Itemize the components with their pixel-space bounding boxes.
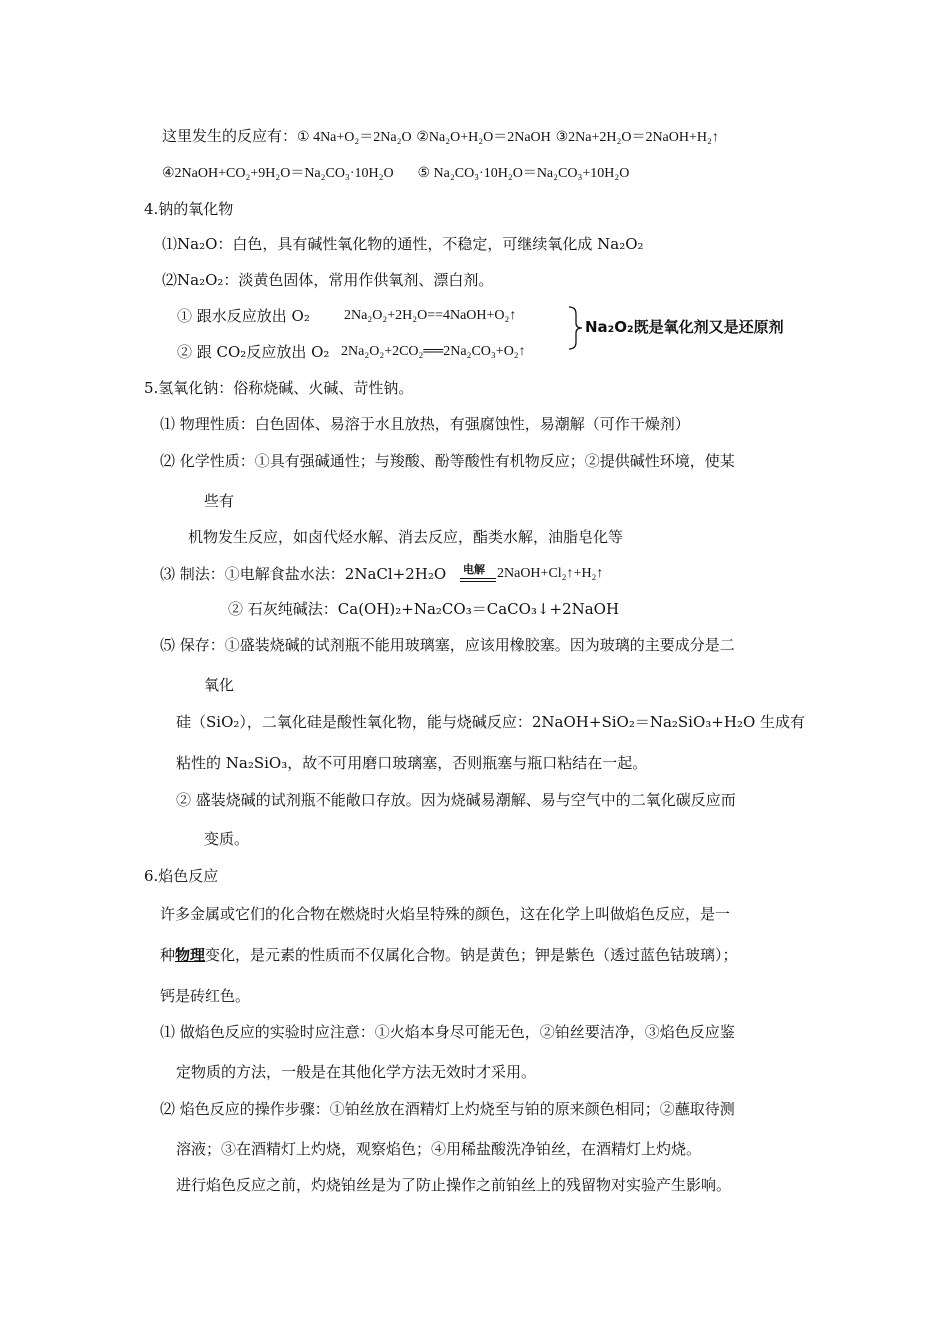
na2o2-water-text: ① 跟水反应放出 O₂ bbox=[177, 307, 310, 325]
naoh-storage-5: ② 盛装烧碱的试剂瓶不能敞口存放。因为烧碱易潮解、易与空气中的二氧化碳反应而 bbox=[176, 791, 736, 809]
reaction-1: ① 4Na+O₂＝2Na₂O bbox=[297, 130, 412, 145]
electrolysis-arrow bbox=[460, 578, 496, 582]
reaction-line-1 bbox=[162, 126, 719, 148]
naoh-storage-1: ⑸ 保存：①盛装烧碱的试剂瓶不能用玻璃塞，应该用橡胶塞。因为玻璃的主要成分是二 bbox=[160, 636, 735, 654]
naoh-prep-1-products: 2NaOH+Cl₂↑+H₂↑ bbox=[497, 566, 604, 581]
reaction-3: ③2Na+2H₂O＝2NaOH+H₂↑ bbox=[555, 130, 719, 145]
naoh-chemical-1: ⑵ 化学性质：①具有强碱通性；与羧酸、酚等酸性有机物反应；②提供碱性环境，使某 bbox=[160, 452, 735, 470]
brace-icon bbox=[566, 306, 584, 350]
naoh-prep-1-reactants: ⑶ 制法：①电解食盐水法：2NaCl+2H₂O bbox=[160, 565, 447, 583]
flame-test-p3: 钙是砖红色。 bbox=[160, 987, 251, 1005]
na2o2-note: Na₂O₂既是氧化剂又是还原剂 bbox=[585, 318, 784, 336]
na2o2-co2-text: ② 跟 CO₂反应放出 O₂ bbox=[177, 343, 330, 361]
flame-test-p2-post: 变化，是元素的性质而不仅属化合物。钠是黄色；钾是紫色（透过蓝色钴玻璃）； bbox=[205, 946, 738, 964]
flame-test-notes-2: 定物质的方法，一般是在其他化学方法无效时才采用。 bbox=[176, 1063, 537, 1081]
electrolysis-label: 电解 bbox=[463, 563, 485, 576]
reaction-line-2 bbox=[162, 162, 629, 184]
reaction-2: ②Na₂O+H₂O＝2NaOH bbox=[416, 130, 551, 145]
na2o-paragraph: ⑴Na₂O：白色，具有碱性氧化物的通性，不稳定，可继续氧化成 Na₂O₂ bbox=[162, 235, 644, 253]
section-6-title: 6.焰色反应 bbox=[144, 867, 219, 885]
flame-test-notes-1: ⑴ 做焰色反应的实验时应注意：①火焰本身尽可能无色，②铂丝要洁净，③焰色反应鉴 bbox=[160, 1023, 735, 1041]
naoh-chemical-3: 机物发生反应，如卤代烃水解、消去反应，酯类水解，油脂皂化等 bbox=[188, 528, 624, 546]
naoh-prep-2: ② 石灰纯碱法：Ca(OH)₂+Na₂CO₃＝CaCO₃↓+2NaOH bbox=[228, 600, 620, 618]
flame-test-p6: 进行焰色反应之前，灼烧铂丝是为了防止操作之前铂丝上的残留物对实验产生影响。 bbox=[176, 1176, 732, 1194]
flame-test-p2 bbox=[160, 945, 738, 965]
reaction-4: ④2NaOH+CO₂+9H₂O＝Na₂CO₃·10H₂O bbox=[162, 166, 394, 181]
naoh-prep-1 bbox=[160, 564, 446, 584]
reaction-intro: 这里发生的反应有： bbox=[162, 127, 298, 145]
naoh-storage-4: 粘性的 Na₂SiO₃，故不可用磨口玻璃塞，否则瓶塞与瓶口粘结在一起。 bbox=[176, 754, 648, 772]
naoh-chemical-2: 些有 bbox=[204, 492, 235, 510]
flame-test-p2-pre: 种 bbox=[160, 946, 176, 964]
flame-test-p1: 许多金属或它们的化合物在燃烧时火焰呈特殊的颜色，这在化学上叫做焰色反应，是一 bbox=[160, 905, 731, 923]
section-5-title: 5.氢氧化钠：俗称烧碱、火碱、苛性钠。 bbox=[144, 379, 414, 397]
flame-test-steps-2: 溶液；③在酒精灯上灼烧，观察焰色；④用稀盐酸洗净铂丝，在酒精灯上灼烧。 bbox=[176, 1140, 702, 1158]
physical-change-term: 物理 bbox=[175, 946, 206, 964]
naoh-storage-3: 硅（SiO₂），二氧化硅是酸性氧化物，能与烧碱反应：2NaOH+SiO₂＝Na₂SiO₃+H₂O 生成有 bbox=[176, 713, 806, 731]
na2o2-co2-equation: 2Na₂O₂+2CO₂══2Na₂CO₃+O₂↑ bbox=[341, 344, 526, 359]
naoh-storage-2: 氧化 bbox=[204, 676, 235, 694]
flame-test-steps-1: ⑵ 焰色反应的操作步骤：①铂丝放在酒精灯上灼烧至与铂的原来颜色相同；②蘸取待测 bbox=[160, 1100, 735, 1118]
naoh-physical: ⑴ 物理性质：白色固体、易溶于水且放热，有强腐蚀性，易潮解（可作干燥剂） bbox=[160, 415, 690, 433]
na2o2-paragraph: ⑵Na₂O₂：淡黄色固体，常用作供氧剂、漂白剂。 bbox=[162, 271, 494, 289]
naoh-storage-6: 变质。 bbox=[204, 830, 250, 848]
na2o2-water-equation: 2Na₂O₂+2H₂O==4NaOH+O₂↑ bbox=[344, 308, 517, 323]
section-4-title: 4.钠的氧化物 bbox=[144, 200, 234, 218]
reaction-5: ⑤ Na₂CO₃·10H₂O＝Na₂CO₃+10H₂O bbox=[417, 166, 630, 181]
